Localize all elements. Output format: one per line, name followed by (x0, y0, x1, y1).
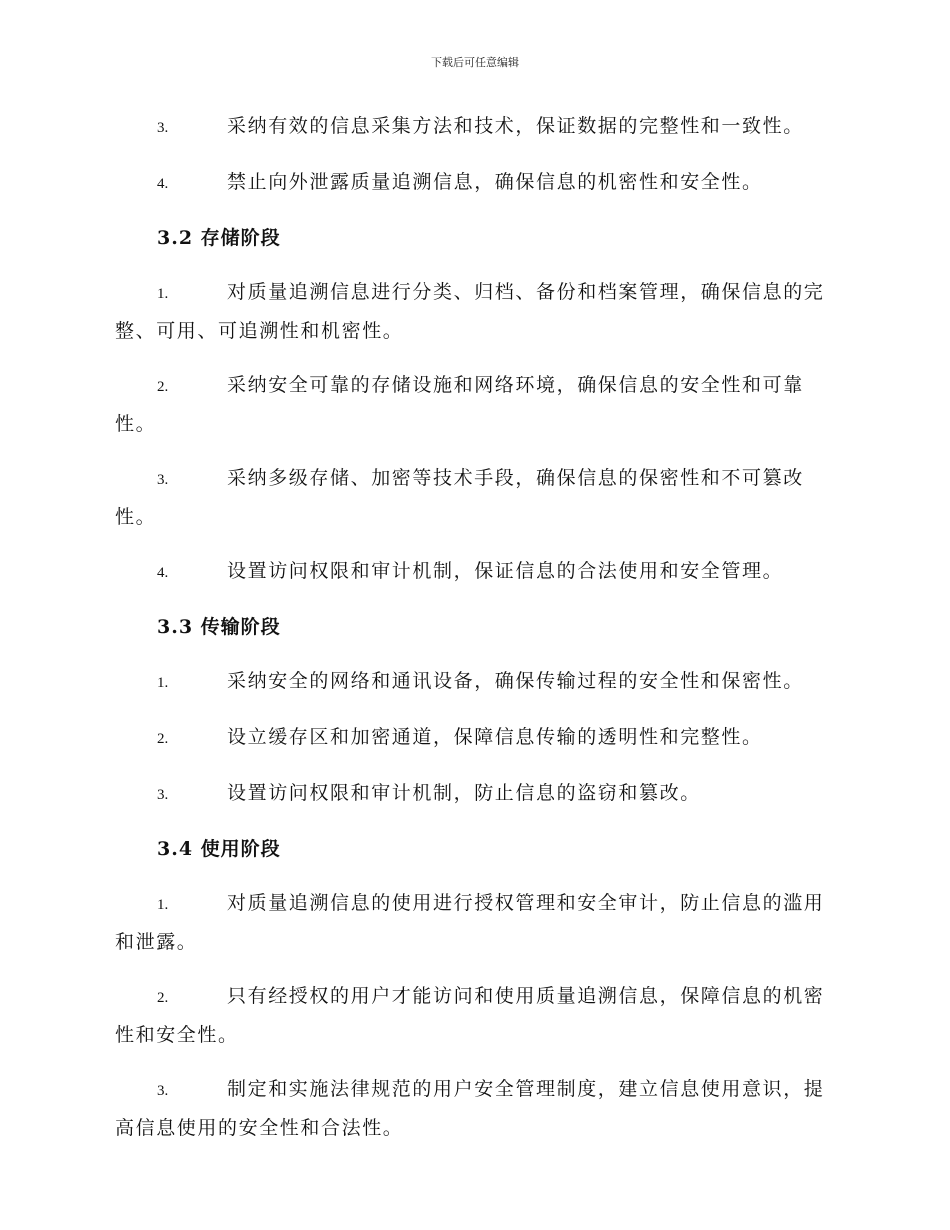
item-text: 采纳多级存储、加密等技术手段，确保信息的保密性和不可篡改性。 (115, 467, 804, 528)
list-item (115, 775, 835, 814)
item-text: 采纳有效的信息采集方法和技术，保证数据的完整性和一致性。 (227, 115, 804, 137)
item-number: 4. (157, 565, 169, 581)
item-number: 1. (157, 897, 169, 913)
list-item (115, 274, 835, 350)
item-text: 对质量追溯信息进行分类、归档、备份和档案管理，确保信息的完整、可用、可追溯性和机密性。 (115, 281, 825, 342)
list-item (115, 164, 835, 203)
section-heading-transmission: 3.3 传输阶段 (157, 616, 281, 638)
item-number: 3. (157, 472, 169, 488)
item-text: 禁止向外泄露质量追溯信息，确保信息的机密性和安全性。 (227, 171, 763, 193)
item-text: 对质量追溯信息的使用进行授权管理和安全审计，防止信息的滥用和泄露。 (115, 892, 825, 953)
item-number: 2. (157, 379, 169, 395)
list-item (115, 1071, 835, 1147)
item-number: 2. (157, 731, 169, 747)
page-header: 下载后可任意编辑 (431, 56, 519, 69)
item-text: 采纳安全的网络和通讯设备，确保传输过程的安全性和保密性。 (227, 670, 804, 692)
list-item (115, 663, 835, 702)
item-number: 4. (157, 176, 169, 192)
item-number: 3. (157, 1083, 169, 1099)
item-text: 设置访问权限和审计机制，防止信息的盗窃和篡改。 (227, 782, 701, 804)
list-item (115, 719, 835, 758)
list-item (115, 108, 835, 147)
section-heading-usage: 3.4 使用阶段 (157, 838, 281, 860)
item-text: 只有经授权的用户才能访问和使用质量追溯信息，保障信息的机密性和安全性。 (115, 985, 825, 1046)
list-item (115, 367, 835, 443)
list-item (115, 885, 835, 961)
item-text: 设置访问权限和审计机制，保证信息的合法使用和安全管理。 (227, 560, 784, 582)
list-item (115, 553, 835, 592)
item-text: 设立缓存区和加密通道，保障信息传输的透明性和完整性。 (227, 726, 763, 748)
item-number: 1. (157, 675, 169, 691)
item-text: 采纳安全可靠的存储设施和网络环境，确保信息的安全性和可靠性。 (115, 374, 804, 435)
item-number: 1. (157, 286, 169, 302)
item-number: 2. (157, 990, 169, 1006)
list-item (115, 978, 835, 1054)
section-heading-storage: 3.2 存储阶段 (157, 227, 281, 249)
document-body (115, 108, 835, 1164)
item-number: 3. (157, 120, 169, 136)
item-text: 制定和实施法律规范的用户安全管理制度，建立信息使用意识，提高信息使用的安全性和合法性。 (115, 1078, 825, 1139)
item-number: 3. (157, 787, 169, 803)
list-item (115, 460, 835, 536)
